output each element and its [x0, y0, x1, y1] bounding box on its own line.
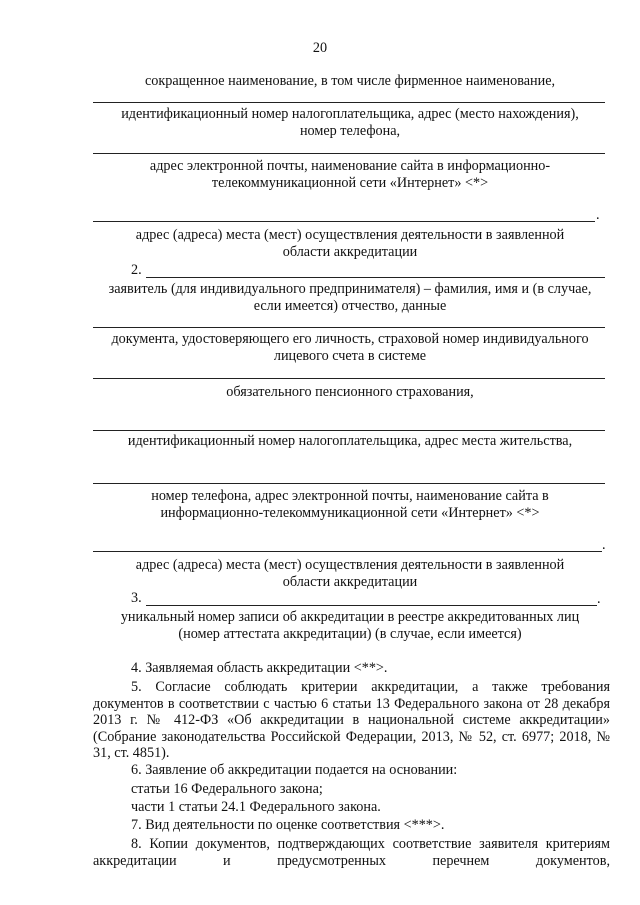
form-caption-email-site — [90, 158, 610, 192]
caption-line: идентификационный номер налогоплательщика, адрес (место нахождения), — [121, 106, 579, 122]
form-caption-inn-address — [90, 106, 610, 140]
paragraph-6b: части 1 статьи 24.1 Федерального закона. — [131, 799, 381, 815]
fill-line — [93, 483, 605, 484]
fill-line — [93, 551, 602, 552]
caption-line: если имеется) отчество, данные — [253, 298, 447, 314]
paragraph-4: 4. Заявляемая область аккредитации <**>. — [131, 660, 388, 676]
caption-line: уникальный номер записи об аккредитации в реестре аккредитованных лиц — [120, 609, 580, 625]
caption-line: документа, удостоверяющего его личность, страховой номер индивидуального — [111, 331, 589, 347]
fill-line — [93, 153, 605, 154]
form-caption-pension: обязательного пенсионного страхования, — [226, 384, 474, 400]
fill-line — [93, 221, 595, 222]
form-caption-identity-document — [90, 331, 610, 365]
caption-line: адрес (адреса) места (мест) осуществления деятельности в заявленной — [135, 227, 565, 243]
caption-line: адрес (адреса) места (мест) осуществления деятельности в заявленной — [135, 557, 565, 573]
form-caption-phone-email — [90, 488, 610, 522]
caption-line: заявитель (для индивидуального предпринимателя) – фамилия, имя и (в случае, — [108, 281, 592, 297]
line-end-period: . — [602, 537, 606, 553]
caption-line: номер телефона, адрес электронной почты, наименование сайта в — [151, 488, 549, 504]
fill-line — [146, 605, 597, 606]
fill-line — [93, 430, 605, 431]
fill-line — [93, 102, 605, 103]
caption-line: телекоммуникационной сети «Интернет» <*> — [211, 175, 489, 191]
paragraph-5: 5. Согласие соблюдать критерии аккредитации, а также требования документов в соответствии с частью 6 статьи 13 Федерального закона от 28 декабря 2013 г. № 412-ФЗ «Об аккредитации в национальной системе аккредитации» (Собрание законодательства Российской Федерации, 2013, № 52, ст. 6977; 2018, № 31, ст. 4851). — [93, 679, 610, 762]
line-end-period: . — [596, 207, 600, 223]
fill-line — [93, 378, 605, 379]
caption-line: номер телефона, — [299, 123, 401, 139]
caption-line: лицевого счета в системе — [273, 348, 427, 364]
caption-line: адрес электронной почты, наименование сайта в информационно- — [149, 158, 551, 174]
caption-line: области аккредитации — [282, 244, 418, 260]
caption-line: (номер аттестата аккредитации) (в случае, если имеется) — [178, 626, 522, 642]
form-caption-inn-residence: идентификационный номер налогоплательщика, адрес места жительства, — [127, 433, 573, 449]
paragraph-8: 8. Копии документов, подтверждающих соответствие заявителя критериям аккредитации и предусмотренных перечнем документов, — [93, 836, 610, 869]
form-caption-activity-address-2 — [90, 557, 610, 591]
caption-line: области аккредитации — [282, 574, 418, 590]
item-number-3: 3. — [131, 590, 142, 606]
paragraph-6: 6. Заявление об аккредитации подается на основании: — [131, 762, 458, 778]
page-number: 20 — [312, 40, 328, 56]
form-caption-short-name: сокращенное наименование, в том числе фирменное наименование, — [144, 73, 556, 89]
paragraph-7: 7. Вид деятельности по оценке соответствия <***>. — [131, 817, 445, 833]
fill-line — [93, 327, 605, 328]
item-number-2: 2. — [131, 262, 142, 278]
caption-line: информационно-телекоммуникационной сети «Интернет» <*> — [160, 505, 540, 521]
fill-line — [146, 277, 605, 278]
paragraph-6a: статьи 16 Федерального закона; — [131, 781, 323, 797]
line-end-period: . — [597, 591, 601, 607]
form-caption-entrepreneur — [90, 281, 610, 315]
form-caption-registry-number — [90, 609, 610, 643]
form-caption-activity-address — [90, 227, 610, 261]
